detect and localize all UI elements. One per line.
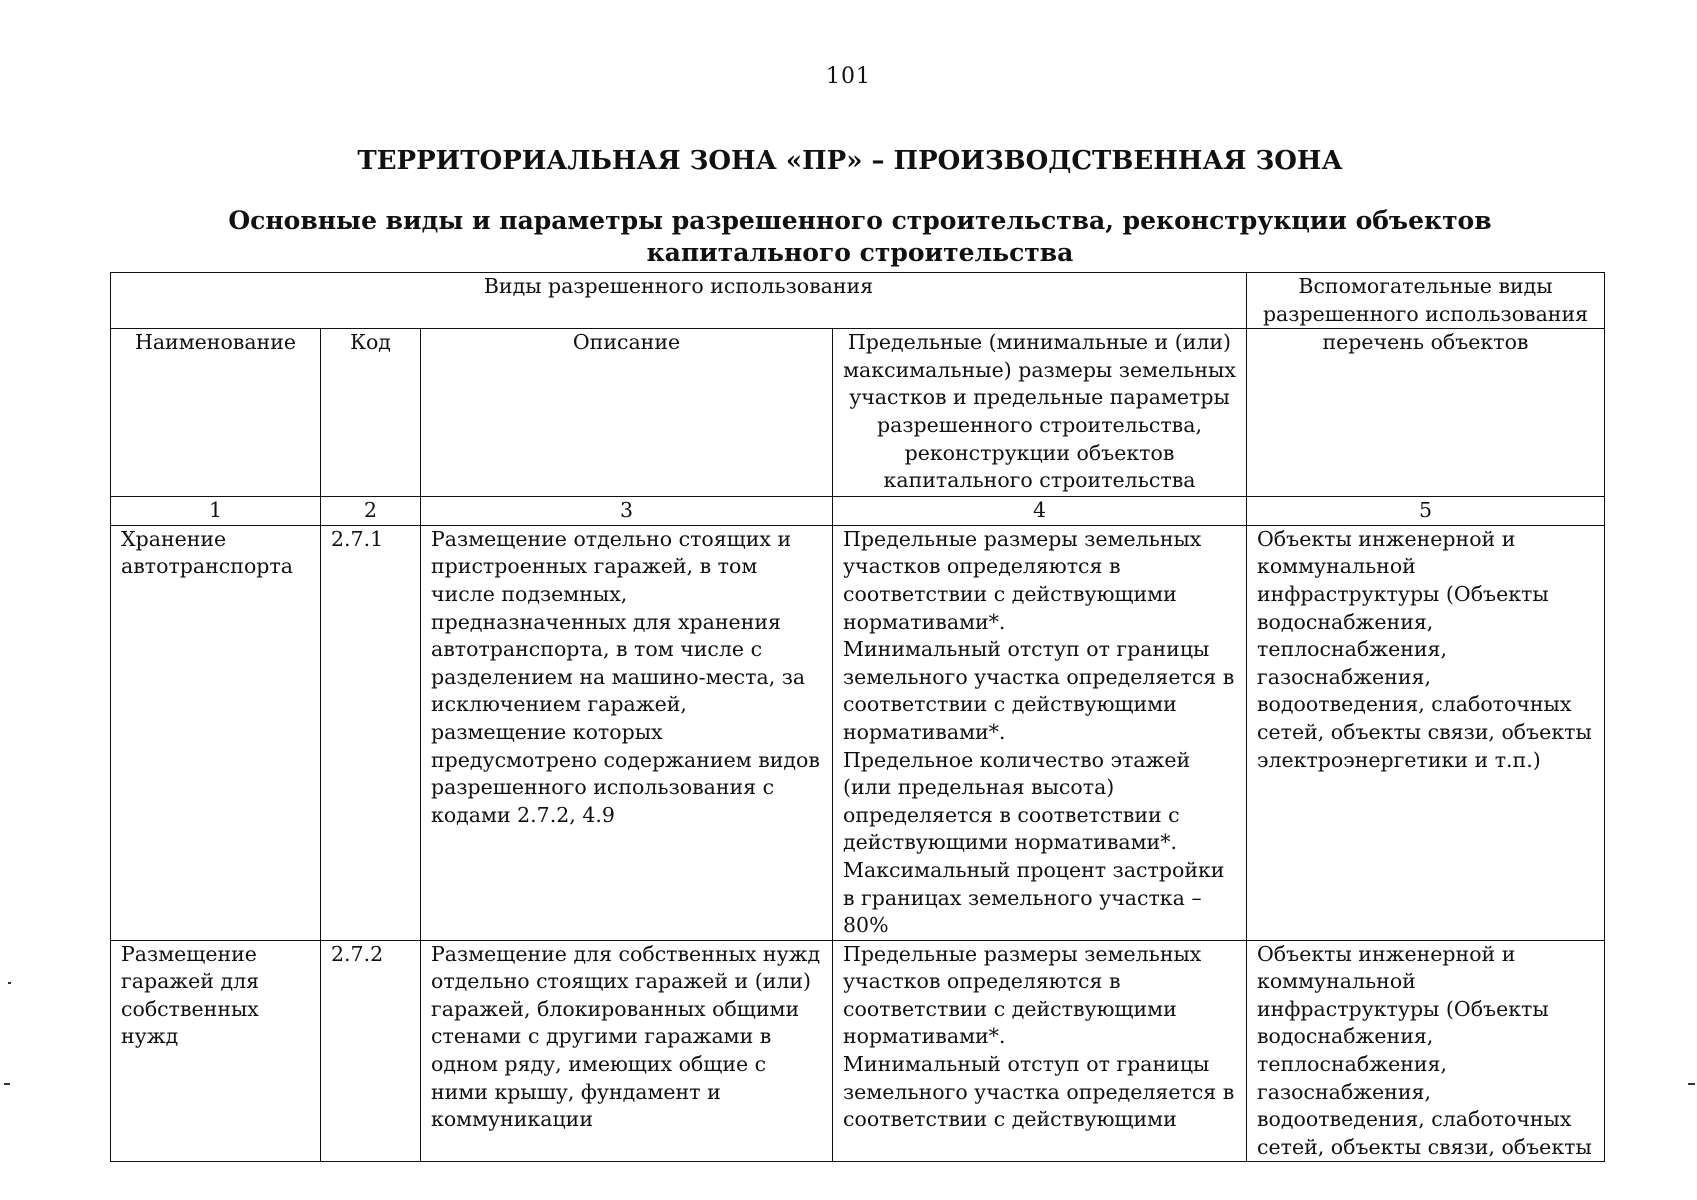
page-number: 101 [826,64,871,89]
use-code: 2.7.2 [321,940,421,1162]
column-header-objects: перечень объектов [1247,329,1605,497]
use-limits [833,940,1247,1162]
auxiliary-objects: Объекты инженерной и коммунальной инфраструктуры (Объекты водоснабжения, теплоснабжения, газоснабжения, водоотведения, слаботочных сетей, объекты связи, объекты [1247,940,1605,1162]
use-name: Хранение автотранспорта [111,525,321,940]
column-header-name: Наименование [111,329,321,497]
column-number: 1 [111,497,321,526]
column-number-row [111,497,1605,526]
limits-paragraph: Предельные размеры земельных участков определяются в соответствии с действующими нормативами*. [843,941,1202,1049]
table-caption: Основные виды и параметры разрешенного строительства, реконструкции объектов капитального строительства [228,206,1492,267]
scan-mark [1688,1083,1695,1085]
table-row [111,940,1605,1162]
column-number: 4 [833,497,1247,526]
use-description: Размещение отдельно стоящих и пристроенных гаражей, в том числе подземных, предназначенных для хранения автотранспорта, в том числе с разделением на машино-места, за исключением гаражей, размещение которых предусмотрено содержанием видов разрешенного использования с кодами 2.7.2, 4.9 [421,525,833,940]
column-number: 5 [1247,497,1605,526]
limits-paragraph: Минимальный отступ от границы земельного участка определяется в соответствии с действующими нормативами*. [843,637,1235,744]
group-header-row [111,273,1605,329]
column-number: 3 [421,497,833,526]
column-header-description: Описание [421,329,833,497]
page-title: ТЕРРИТОРИАЛЬНАЯ ЗОНА «ПР» – ПРОИЗВОДСТВЕННАЯ ЗОНА [357,146,1343,176]
column-header-code: Код [321,329,421,497]
table-row [111,525,1605,940]
column-header-row [111,329,1605,497]
limits-paragraph: Максимальный процент застройки в границах земельного участка – 80% [843,857,1225,938]
limits-paragraph: Предельные размеры земельных участков определяются в соответствии с действующими нормативами*. [843,526,1202,634]
use-name: Размещение гаражей для собственных нужд [111,940,321,1162]
use-description: Размещение для собственных нужд отдельно стоящих гаражей и (или) гаражей, блокированных общими стенами с другими гаражами в одном ряду, имеющих общие с ними крышу, фундамент и коммуникации [421,940,833,1162]
use-code: 2.7.1 [321,525,421,940]
column-number: 2 [321,497,421,526]
limits-paragraph: Минимальный отступ от границы земельного участка определяется в соответствии с действующими [843,1052,1235,1132]
scan-mark [4,1083,10,1085]
limits-paragraph: Предельное количество этажей (или предельная высота) определяется в соответствии с действующими нормативами*. [843,747,1191,855]
auxiliary-objects: Объекты инженерной и коммунальной инфраструктуры (Объекты водоснабжения, теплоснабжения, газоснабжения, водоотведения, слаботочных сетей, объекты связи, объекты электроэнергетики и т.п.) [1247,525,1605,940]
group-header-aux: Вспомогательные виды разрешенного использования [1247,273,1605,329]
scan-mark [8,982,11,984]
permitted-use-table [110,272,1605,1162]
use-limits [833,525,1247,940]
group-header-main: Виды разрешенного использования [111,273,1247,329]
column-header-limits: Предельные (минимальные и (или) максимальные) размеры земельных участков и предельные параметры разрешенного строительства, реконструкции объектов капитального строительства [833,329,1247,497]
